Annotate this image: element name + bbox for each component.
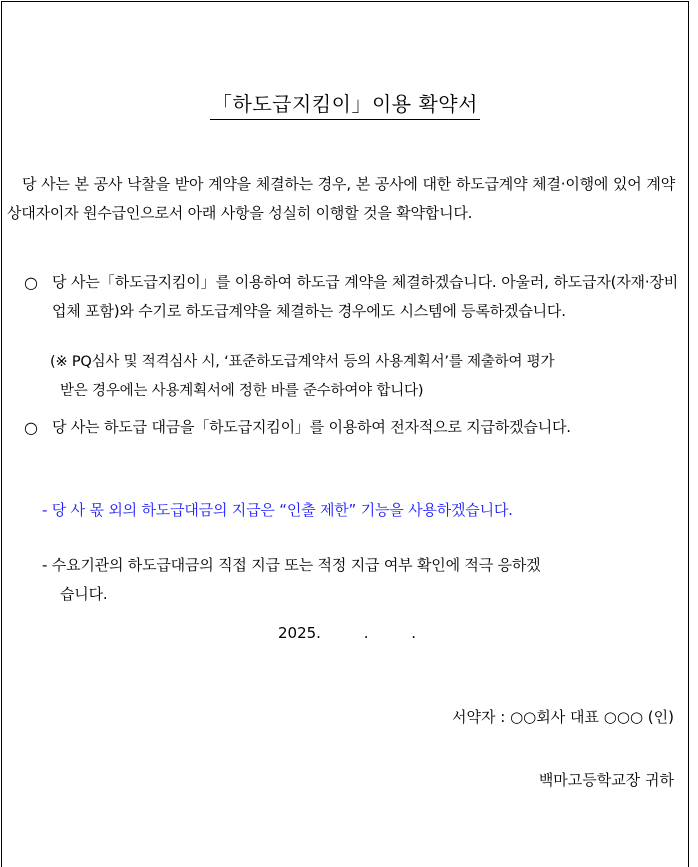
item-2-text: 당 사는 하도급 대금을「하도급지킴이」를 이용하여 전자적으로 지급하겠습니다. [52,418,571,436]
document-page [1,1,689,867]
dash-item-2-line-1: - 수요기관의 하도급대금의 직접 지급 또는 적정 지급 여부 확인에 적극 응하겠 [42,556,541,574]
intro-paragraph: 당 사는 본 공사 낙찰을 받아 계약을 체결하는 경우, 본 공사에 대한 하도급계약 체결·이행에 있어 계약상대자이자 원수급인으로서 아래 사항을 성실히 이행할 것을 확약합니다. [7,175,675,222]
item-1-text: 당 사는「하도급지킴이」를 이용하여 하도급 계약을 체결하겠습니다. 아울러, 하도급자(자재·장비업체 포함)와 수기로 하도급계약을 체결하는 경우에도 시스템에 등록하겠습니다. [52,273,678,320]
note-line-1: (※ PQ심사 및 적격심사 시, ‘표준하도급계약서 등의 사용계획서’를 제출하여 평가 [50,354,555,370]
signer-line: 서약자 : ○○회사 대표 ○○○ (인) [452,708,674,726]
note-line-2: 받은 경우에는 사용계획서에 정한 바를 준수하여야 합니다) [60,383,424,399]
bullet-circle-2: ○ [24,418,38,437]
date-year: 2025. [278,624,321,642]
bullet-circle-1: ○ [24,273,38,292]
title-text: 「하도급지킴이」이용 확약서 [210,88,480,120]
date-day-dot: . [411,624,417,642]
date-line [278,624,454,642]
document-title [2,88,688,120]
item-1-note [50,348,678,406]
dash-item-2-line-2: 습니다. [60,585,108,603]
date-month-dot: . [363,624,369,642]
dash-item-1: - 당 사 몫 외의 하도급대금의 지급은 “인출 제한” 기능을 사용하겠습니다. [42,501,513,519]
dash-item-2 [42,551,678,609]
addressee-line: 백마고등학교장 귀하 [538,771,674,789]
